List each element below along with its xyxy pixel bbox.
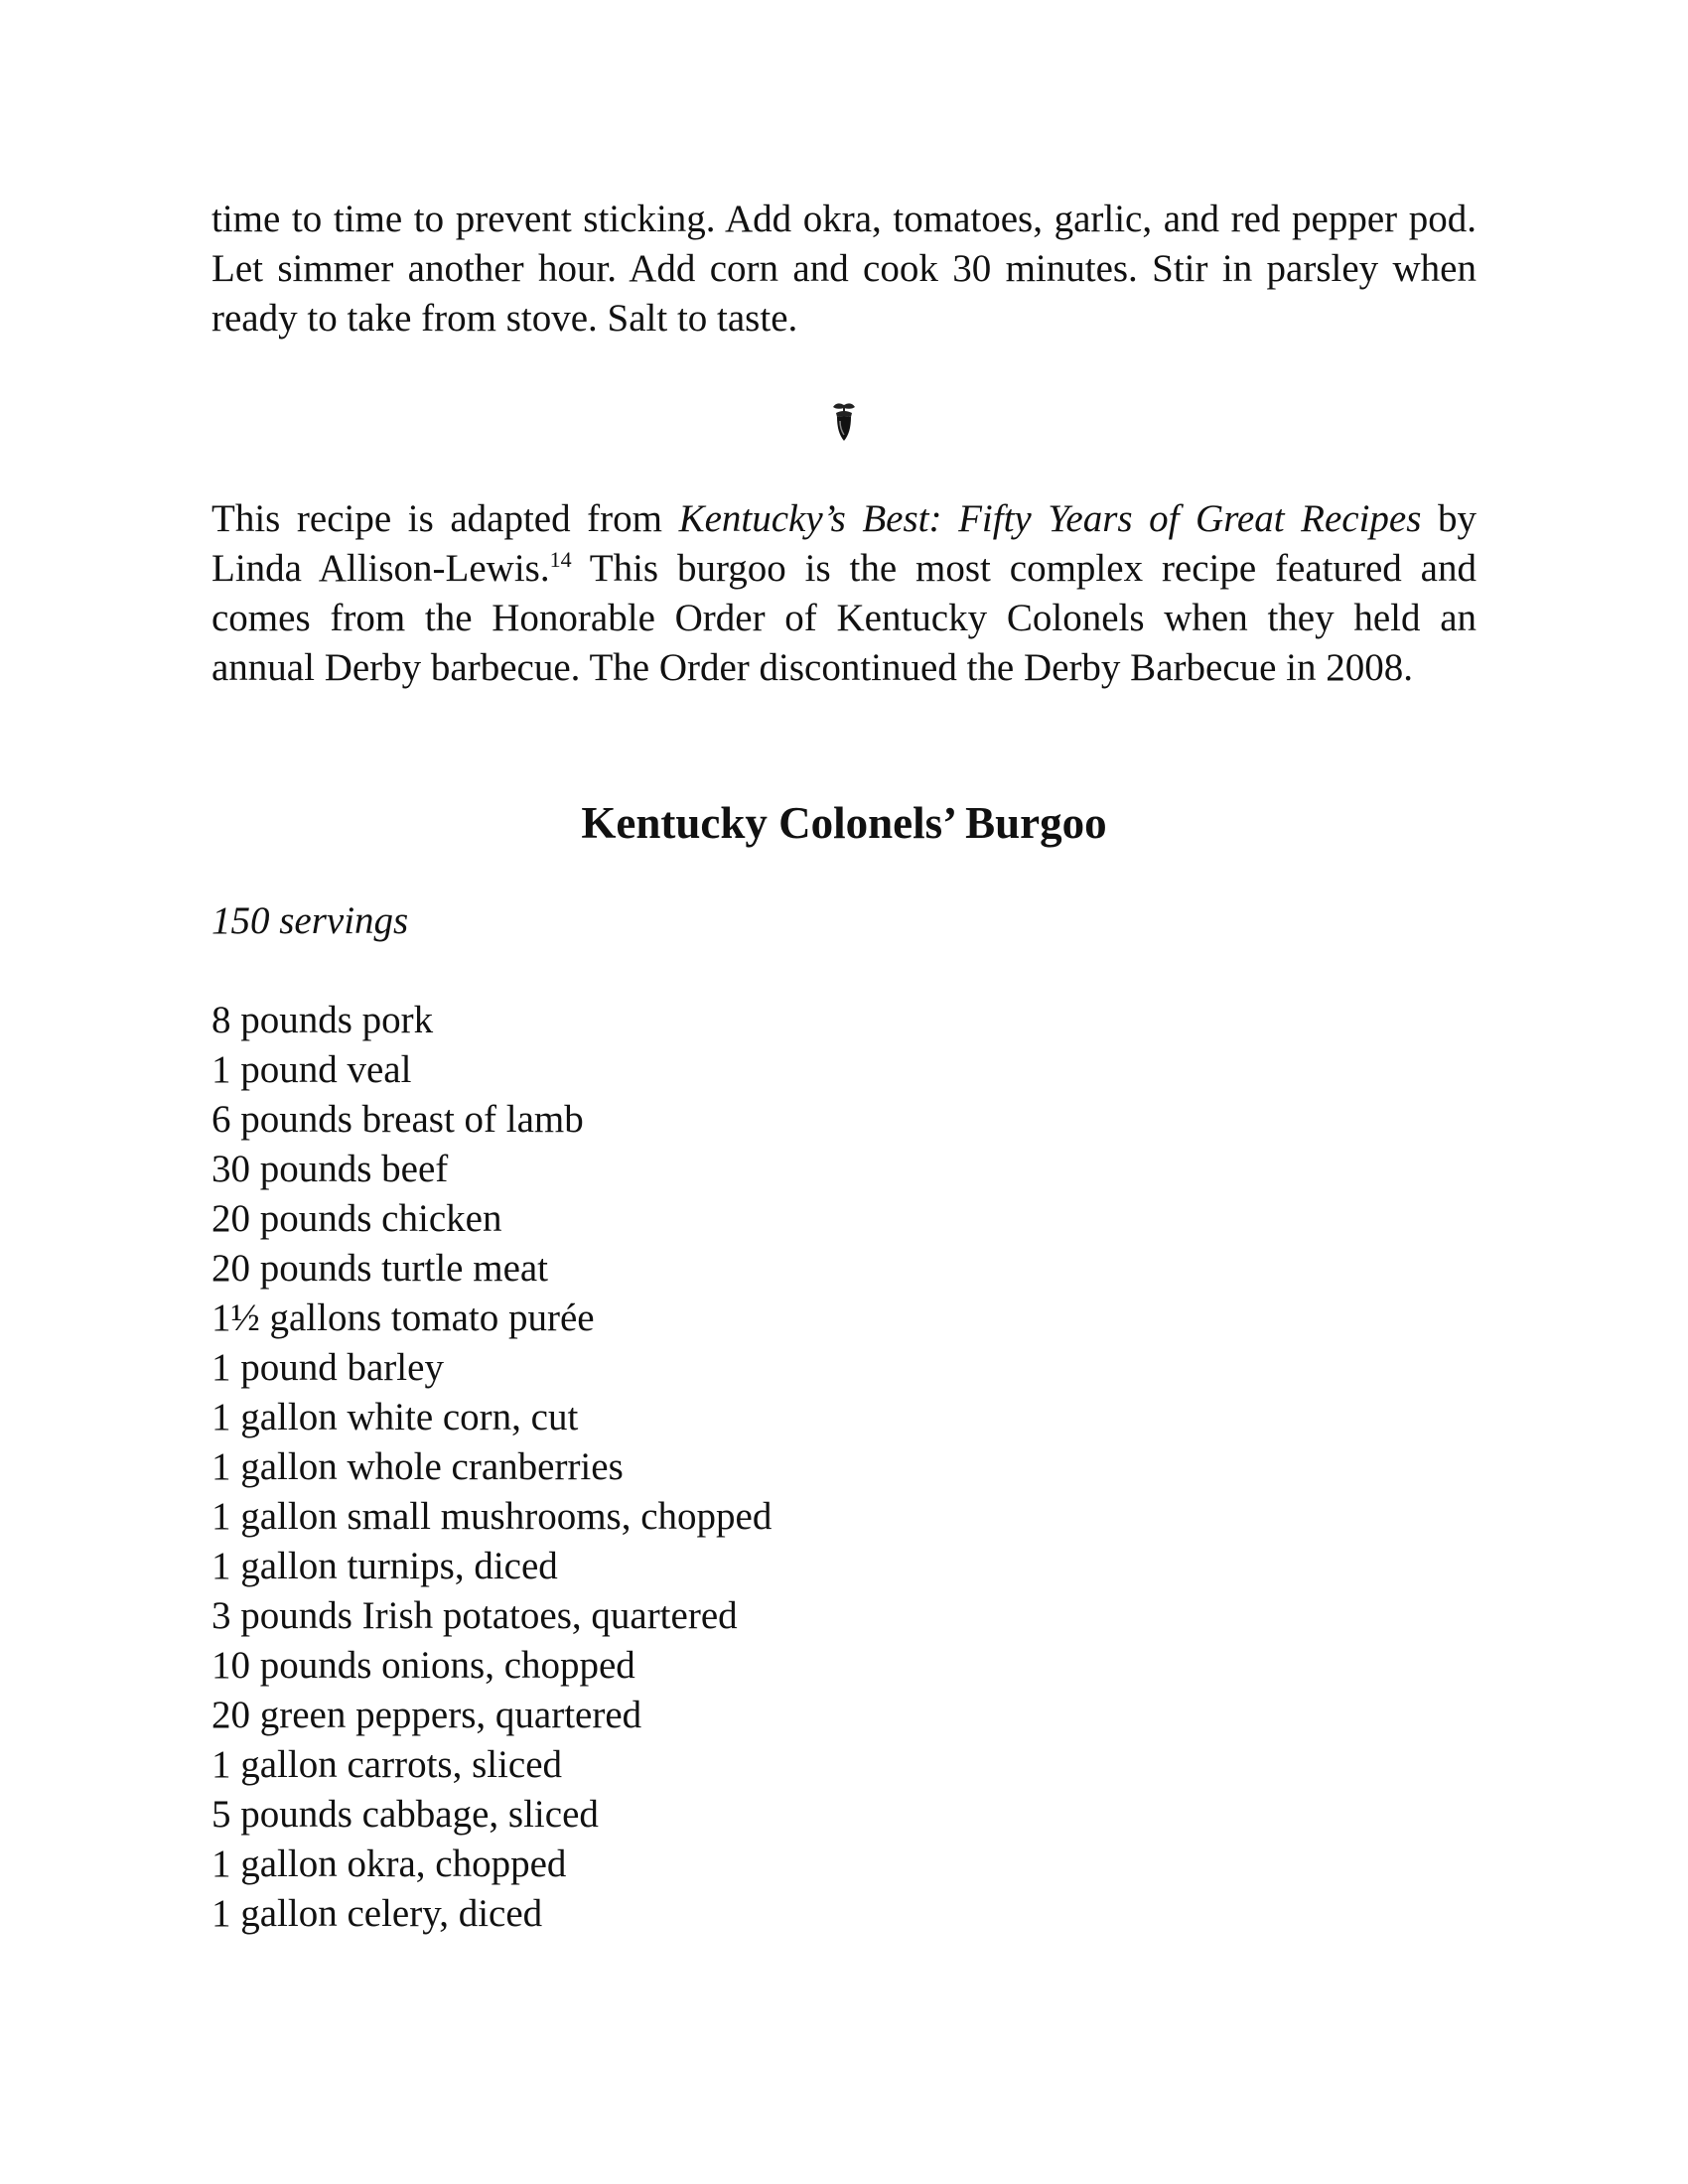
ingredient-item: 10 pounds onions, chopped <box>211 1644 635 1687</box>
ingredient-item: 1 gallon whole cranberries <box>211 1445 624 1488</box>
intro-text-3: This burgoo is the most complex recipe featured and comes from the Honorable Order of Kentucky Colonels when they held an annual Derby barbecue. The Order discontinued the Derby Barbecue in 2008. <box>211 547 1477 689</box>
ingredient-item: 1 gallon small mushrooms, chopped <box>211 1495 773 1538</box>
ingredient-item: 1 pound barley <box>211 1346 444 1389</box>
intro-text-1: This recipe is adapted from <box>211 497 679 540</box>
servings: 150 servings <box>211 899 409 942</box>
acorn-ornament-icon <box>827 399 861 445</box>
ingredient-item: 20 green peppers, quartered <box>211 1694 642 1736</box>
continuation-paragraph: time to time to prevent sticking. Add okra, tomatoes, garlic, and red pepper pod. Let simmer another hour. Add corn and cook 30 minutes. Stir in parsley when ready to take from stove. Salt to taste. <box>211 198 1477 340</box>
ingredient-item: 20 pounds chicken <box>211 1197 502 1240</box>
ingredient-item: 20 pounds turtle meat <box>211 1247 549 1290</box>
ingredient-item: 1 gallon carrots, sliced <box>211 1743 563 1786</box>
ingredient-item: 1½ gallons tomato purée <box>211 1297 595 1339</box>
ingredient-list <box>211 996 1477 1939</box>
ingredient-item: 1 gallon okra, chopped <box>211 1843 567 1885</box>
ingredient-item: 1 gallon white corn, cut <box>211 1396 579 1438</box>
ingredient-item: 30 pounds beef <box>211 1148 449 1190</box>
book-title: Kentucky’s Best: Fifty Years of Great Recipes <box>678 497 1422 540</box>
ingredient-item: 5 pounds cabbage, sliced <box>211 1793 599 1836</box>
recipe-title: Kentucky Colonels’ Burgoo <box>581 798 1107 848</box>
ingredient-item: 1 gallon turnips, diced <box>211 1545 558 1587</box>
footnote-marker: 14 <box>549 547 572 572</box>
ingredient-item: 1 pound veal <box>211 1048 412 1091</box>
intro-text-2: by Linda Allison-Lewis. <box>211 497 1477 590</box>
ingredient-item: 6 pounds breast of lamb <box>211 1098 584 1141</box>
ingredient-item: 3 pounds Irish potatoes, quartered <box>211 1594 738 1637</box>
page-content <box>211 195 1477 1939</box>
intro-paragraph <box>211 494 1477 693</box>
ingredient-item: 1 gallon celery, diced <box>211 1892 543 1935</box>
ingredient-item: 8 pounds pork <box>211 999 434 1041</box>
